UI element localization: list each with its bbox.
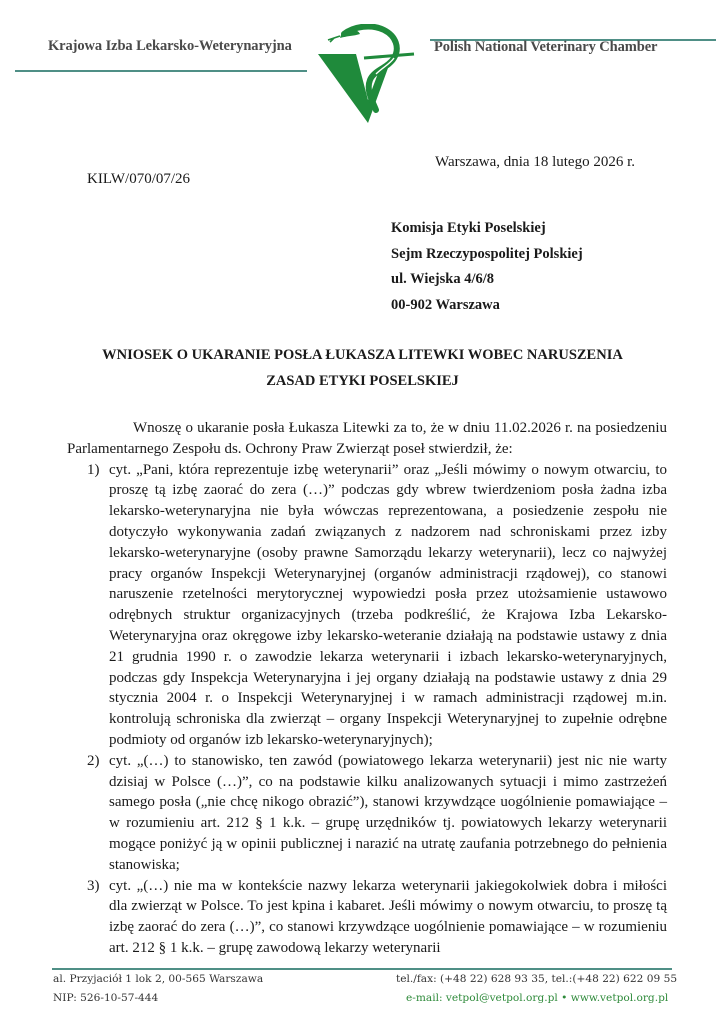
letterhead-rule-left (15, 70, 307, 72)
addressee-line: Komisja Etyki Poselskiej (391, 220, 546, 236)
allegation-item (67, 460, 667, 751)
item-number: 1) (87, 461, 100, 478)
document-title-line-2: ZASAD ETYKI POSELSKIEJ (266, 373, 459, 389)
item-text: cyt. „(…) nie ma w kontekście nazwy lekarza weterynarii jakiegokolwiek dobra i miłości dla zwierząt w Polsce. To jest kpina i kabaret. Jeśli mówimy o nowym otwarciu, to proszę tą izbę zaorać do zera (…)”, co stanowi krzywdzące uogólnienie pomawiające – w rozumieniu art. 212 § 1 k.k. – grupę zawodową lekarzy weterynarii (109, 877, 667, 956)
allegation-item (67, 751, 667, 876)
document-title-line-1: WNIOSEK O UKARANIE POSŁA ŁUKASZA LITEWKI WOBEC NARUSZENIA (102, 347, 623, 363)
addressee-line: ul. Wiejska 4/6/8 (391, 271, 495, 287)
addressee-line: Sejm Rzeczypospolitej Polskiej (391, 246, 583, 262)
intro-paragraph: Wnoszę o ukaranie posła Łukasza Litewki za to, że w dniu 11.02.2026 r. na posiedzeniu Parlamentarnego Zespołu ds. Ochrony Praw Zwierząt poseł stwierdził, że: (67, 420, 667, 457)
logo-v-shape (318, 54, 388, 123)
footer-nip: NIP: 526-10-57-444 (53, 992, 159, 1004)
allegation-item (67, 876, 667, 959)
document-reference-number: KILW/070/07/26 (87, 171, 191, 187)
document-body (67, 418, 667, 959)
footer-phones: tel./fax: (+48 22) 628 93 35, tel.:(+48 22) 622 09 55 (396, 973, 678, 985)
item-number: 3) (87, 877, 100, 894)
allegations-list (67, 460, 667, 959)
addressee-line: 00-902 Warszawa (391, 297, 500, 313)
footer-address: al. Przyjaciół 1 lok 2, 00-565 Warszawa (53, 973, 264, 985)
footer-email-web[interactable]: e-mail: vetpol@vetpol.org.pl • www.vetpol.org.pl (406, 992, 669, 1004)
org-name-english: Polish National Veterinary Chamber (434, 39, 658, 55)
item-text: cyt. „Pani, która reprezentuje izbę weterynarii” oraz „Jeśli mówimy o nowym otwarciu, to proszę tą izbę zaorać do zera (…)” podczas gdy wbrew twierdzeniom posła żadna izba lekarsko-weterynaryjna nie była wówczas reprezentowana, a posiedzenie zespołu nie dotyczyło wykonywania zadań związanych z nadzorem nad schroniskami przez izby lekarsko-weterynaryjne (osoby prawne Samorządu lekarzy weterynarii), lecz co najwyżej pracy organów Inspekcji Weterynaryjnej (organów administracji rządowej), co stanowi naruszenie rzetelności merytorycznej wypowiedzi posła przez utożsamienie ustawowo odrębnych struktur organizacyjnych (trzeba podkreślić, że Krajowa Izba Lekarsko-Weterynaryjna oraz okręgowe izby lekarsko-weteranie działają na podstawie ustawy z dnia 21 grudnia 1990 r. o zawodzie lekarza weterynarii i izbach lekarsko-weterynaryjnych, podczas gdy Inspekcja Weterynaryjna i jej organy działają na podstawie ustawy z dnia 29 stycznia 2004 r. o Inspekcji Weterynaryjnej i w ramach administracji rządowej m.in. kontrolują schroniska dla zwierząt – organy Inspekcji Weterynaryjnej to zupełnie odrębne podmioty od organów izb lekarsko-weterynaryjnych); (109, 461, 667, 748)
org-name-polish: Krajowa Izba Lekarsko-Weterynaryjna (48, 38, 292, 54)
item-text: cyt. „(…) to stanowisko, ten zawód (powiatowego lekarza weterynarii) jest nic nie warty dzisiaj w Polsce (…)”, co na podstawie kilku analizowanych sytuacji i mimo zastrzeżeń samego posła („nie chcę nikogo obrazić”), stanowi krzywdzące uogólnienie pomawiające – w rozumieniu art. 212 § 1 k.k. – grupę urzędników tj. powiatowych lekarzy weterynarii mogące poniżyć ją w opinii publicznej i narazić na utratę zaufania potrzebnego do pełnienia stanowiska; (109, 752, 667, 873)
item-number: 2) (87, 752, 100, 769)
footer-rule (52, 968, 672, 970)
document-date: Warszawa, dnia 18 lutego 2026 r. (435, 154, 635, 170)
veterinary-v-serpent-logo-icon (310, 24, 422, 124)
